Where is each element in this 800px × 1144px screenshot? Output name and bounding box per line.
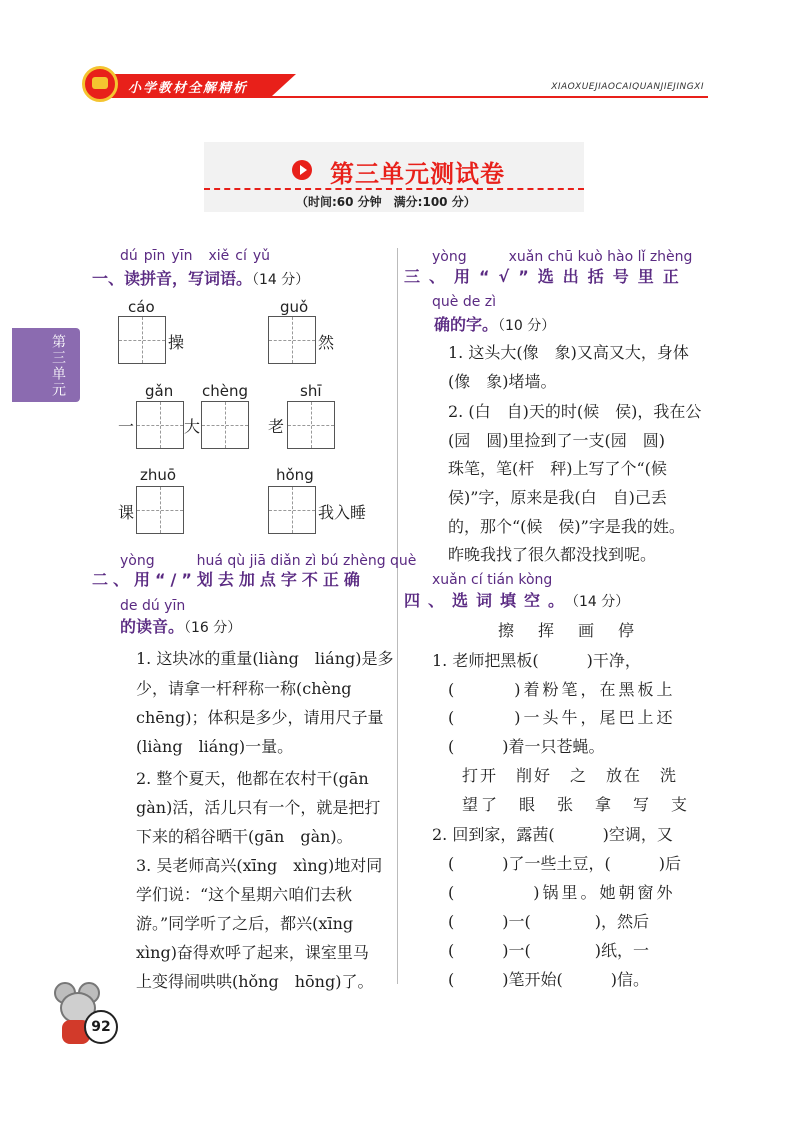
s1-item4-suffix: 大 bbox=[184, 417, 201, 436]
s4-line: ( )笔开始( )信。 bbox=[448, 970, 649, 989]
section4-pinyin: xuǎn cí tián kòng bbox=[432, 572, 553, 588]
s2-line: 少，请拿一杆秤称一称(chèng bbox=[136, 679, 352, 698]
s4-wordbank-2a: 打开 削好 之 放在 洗 bbox=[462, 766, 679, 785]
s2-line: 上变得闹哄哄(hǒng hōng)了。 bbox=[136, 972, 374, 991]
header-right-text: XIAOXUEJIAOCAIQUANJIEJINGXI bbox=[551, 82, 704, 92]
s1-item7-suffix: 我入睡 bbox=[318, 503, 367, 522]
s4-line: ( )一( )，然后 bbox=[448, 912, 649, 931]
section2-title-2: 的读音。（16 分） bbox=[120, 617, 242, 636]
s4-wordbank-1: 擦 挥 画 停 bbox=[498, 621, 639, 640]
s2-line: gàn)活，活儿只有一个，就是把打 bbox=[136, 798, 381, 817]
s4-line: ( )了一些土豆，( )后 bbox=[448, 854, 681, 873]
s3-line: (像 象)堵墙。 bbox=[448, 372, 557, 391]
s1-item1-pinyin: cáo bbox=[128, 298, 155, 316]
s3-line: 的，那个“(候 侯)”字是我的姓。 bbox=[448, 517, 685, 536]
header-banner-text: 小学教材全解精析 bbox=[128, 81, 249, 96]
side-tab-label: 第三单元 bbox=[50, 334, 66, 398]
s2-line: 学们说：“这个星期六咱们去秋 bbox=[136, 885, 353, 904]
s1-item6-pinyin: zhuō bbox=[140, 466, 177, 484]
title-dashes bbox=[204, 188, 584, 190]
s2-line: 3. 吴老师高兴(xīng xìng)地对同 bbox=[136, 856, 383, 875]
section2-title-1: 二、用“/”划去加点字不正确 bbox=[92, 570, 365, 589]
s1-item6-prefix: 课 bbox=[118, 503, 135, 522]
s1-item5-prefix: 老 bbox=[268, 417, 285, 436]
s1-item3-grid[interactable] bbox=[136, 401, 184, 449]
play-icon bbox=[292, 160, 312, 180]
section4-title: 四、选词填空。（14 分） bbox=[404, 591, 630, 610]
s2-line: 下来的稻谷晒干(gān gàn)。 bbox=[136, 827, 353, 846]
side-tab bbox=[12, 328, 80, 402]
s2-line: (liàng liáng)一量。 bbox=[136, 737, 294, 756]
subtitle: （时间:60 分钟 满分:100 分） bbox=[296, 195, 476, 209]
s2-line: chēng)；体积是多少，请用尺子量 bbox=[136, 708, 384, 727]
s3-line: 侯)”字，原来是我(白 自)己丢 bbox=[448, 488, 667, 507]
s1-item2-suffix: 然 bbox=[318, 333, 335, 352]
s3-line: (园 圆)里捡到了一支(园 圆) bbox=[448, 431, 665, 450]
header-underline bbox=[96, 96, 708, 98]
section3-title-1: 三、用“√”选出括号里正 bbox=[404, 267, 688, 286]
s1-item5-grid[interactable] bbox=[287, 401, 335, 449]
section3-title-2: 确的字。（10 分） bbox=[434, 315, 556, 334]
s4-line: ( )一头牛，尾巴上还 bbox=[448, 708, 676, 727]
s1-item4-grid[interactable] bbox=[201, 401, 249, 449]
s1-item7-pinyin: hǒng bbox=[276, 466, 314, 484]
s3-line: 1. 这头大(像 象)又高又大，身体 bbox=[448, 343, 689, 362]
s3-line: 昨晚我找了很久都没找到呢。 bbox=[448, 545, 657, 564]
s4-wordbank-2b: 望了 眼 张 拿 写 支 bbox=[462, 795, 691, 814]
page-number: 92 bbox=[84, 1010, 118, 1044]
s4-line: ( )着粉笔，在黑板上 bbox=[448, 680, 676, 699]
section2-pinyin-1: yòng huá qù jiā diǎn zì bú zhèng què bbox=[120, 553, 417, 569]
s4-line: ( )着一只苍蝇。 bbox=[448, 737, 605, 756]
s3-line: 2. (白 自)天的时(候 侯)，我在公 bbox=[448, 402, 702, 421]
section1-title: 一、读拼音，写词语。（14 分） bbox=[92, 269, 310, 288]
s1-item7-grid[interactable] bbox=[268, 486, 316, 534]
s4-line: ( )锅里。她朝窗外 bbox=[448, 883, 676, 902]
section1-pinyin: dú pīn yīn xiě cí yǔ bbox=[120, 248, 271, 264]
s1-item3-prefix: 一 bbox=[118, 417, 135, 436]
s1-item4-pinyin: chèng bbox=[202, 382, 249, 400]
s1-item3-pinyin: gǎn bbox=[145, 382, 174, 400]
s4-line: 1. 老师把黑板( )干净， bbox=[432, 651, 641, 670]
section3-pinyin-2: què de zì bbox=[432, 294, 497, 310]
header-bar bbox=[96, 72, 708, 100]
brand-logo-icon bbox=[82, 66, 118, 102]
s1-item1-grid[interactable] bbox=[118, 316, 166, 364]
section3-pinyin-1: yòng xuǎn chū kuò hào lǐ zhèng bbox=[432, 249, 693, 265]
s3-line: 珠笔，笔(杆 秤)上写了个“(候 bbox=[448, 459, 667, 478]
s2-line: 1. 这块冰的重量(liàng liáng)是多 bbox=[136, 649, 394, 668]
s4-line: ( )一( )纸，一 bbox=[448, 941, 649, 960]
column-divider bbox=[397, 248, 398, 984]
page-title: 第三单元测试卷 bbox=[330, 159, 505, 188]
s1-item1-suffix: 操 bbox=[168, 333, 185, 352]
s1-item2-pinyin: guǒ bbox=[280, 298, 309, 316]
s2-line: xìng)奋得欢呼了起来，课室里马 bbox=[136, 943, 369, 962]
s1-item2-grid[interactable] bbox=[268, 316, 316, 364]
s2-line: 游。”同学听了之后，都兴(xīng bbox=[136, 914, 354, 933]
s1-item6-grid[interactable] bbox=[136, 486, 184, 534]
s2-line: 2. 整个夏天，他都在农村干(gān bbox=[136, 769, 369, 788]
s1-item5-pinyin: shī bbox=[300, 382, 322, 400]
section2-pinyin-2: de dú yīn bbox=[120, 598, 186, 614]
s4-line: 2. 回到家，露茜( )空调，又 bbox=[432, 825, 673, 844]
